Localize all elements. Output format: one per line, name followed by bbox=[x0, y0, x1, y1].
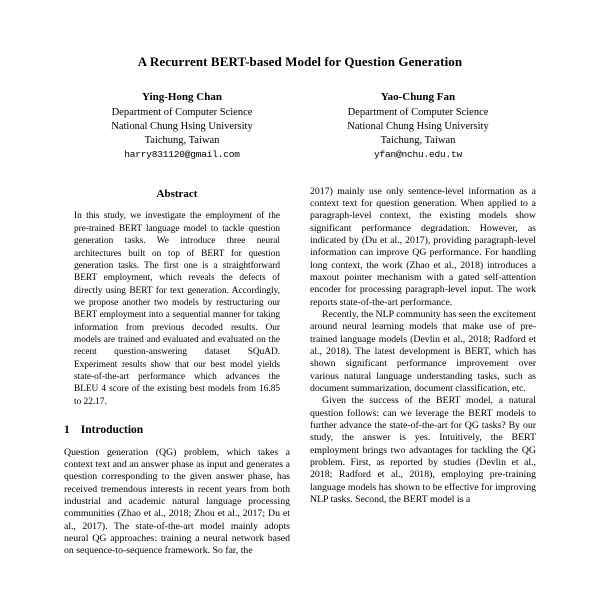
abstract-heading: Abstract bbox=[156, 187, 198, 200]
author-section bbox=[64, 90, 536, 162]
author-location: Taichung, Taiwan bbox=[144, 134, 220, 146]
section-title: Introduction bbox=[80, 424, 144, 437]
author-university: National Chung Hsing University bbox=[111, 120, 253, 132]
abstract-text: In this study, we investigate the employment of the pre-trained BERT language model to tackle question generation tasks. We introduce three neural architectures built on top of BERT for question generation tasks. The first one is a straightforward BERT employment, which reveals the defects of directly using BERT for text generation. Accordingly, we propose another two models by restructuring our BERT employment into a sequential manner for taking information from previous decoded results. Our models are trained and evaluated and evaluated on the recent question-answering dataset SQuAD. Experiment results show that our best model yields state-of-the-art performance which advances the BLEU 4 score of the existing best models from 16.85 to 22.17. bbox=[74, 211, 280, 407]
paragraph: Recently, the NLP community has seen the excitement around neural learning models that make use of pre-trained language models (Devlin et al., 2018; Radford et al., 2018). The latest development is BERT, which has shown significant performance improvement over various natural language understanding tasks, such as document summarization, document classification, etc. bbox=[310, 309, 536, 395]
author-university: National Chung Hsing University bbox=[347, 120, 489, 132]
author-name: Yao-Chung Fan bbox=[380, 91, 456, 103]
author-block-2 bbox=[300, 90, 536, 162]
section-heading-introduction bbox=[64, 423, 290, 437]
two-column-body bbox=[64, 186, 536, 558]
section-number: 1 bbox=[64, 424, 70, 437]
paragraph: Question generation (QG) problem, which takes a context text and an answer phase as input and generates a question corresponding to the given answer phase, has received tremendous interests in recent years from both industrial and academic natural language processing communities (Zhao et al., 2018; Zhou et al., 2017; Du et al., 2017). The state-of-the-art model mainly adopts neural QG approaches: training a neural network based on sequence-to-sequence framework. So far, the bbox=[64, 446, 290, 557]
author-email: harry831120@gmail.com bbox=[124, 149, 240, 161]
paragraph: Given the success of the BERT model, a natural question follows: can we leverage the BERT models to further advance the state-of-the-art for QG tasks? By our study, the answer is yes. Intuitively, the BERT employment brings two advantages for tackling the QG problem. First, as reported by studies (Devlin et al., 2018; Radford et al., 2018), employing pre-training language models has shown to be effective for improving NLP tasks. Second, the BERT model is a bbox=[310, 395, 536, 506]
author-email: yfan@nchu.edu.tw bbox=[373, 149, 462, 161]
author-block-1 bbox=[64, 90, 300, 162]
paper-title: A Recurrent BERT-based Model for Question Generation bbox=[137, 54, 463, 69]
author-department: Department of Computer Science bbox=[111, 107, 253, 119]
author-name: Ying-Hong Chan bbox=[142, 91, 222, 103]
right-column bbox=[310, 186, 536, 558]
left-column bbox=[64, 186, 290, 558]
author-location: Taichung, Taiwan bbox=[380, 134, 456, 146]
paragraph: 2017) mainly use only sentence-level information as a context text for question generation. When applied to a paragraph-level context, the existing models show significant performance degradation. However, as indicated by (Du et al., 2017), providing paragraph-level information can improve QG performance. For handling long context, the work (Zhao et al., 2018) introduces a maxout pointer mechanism with a gated self-attention encoder for processing paragraph-level input. The work reports state-of-the-art performance. bbox=[310, 185, 536, 308]
author-department: Department of Computer Science bbox=[347, 107, 489, 119]
